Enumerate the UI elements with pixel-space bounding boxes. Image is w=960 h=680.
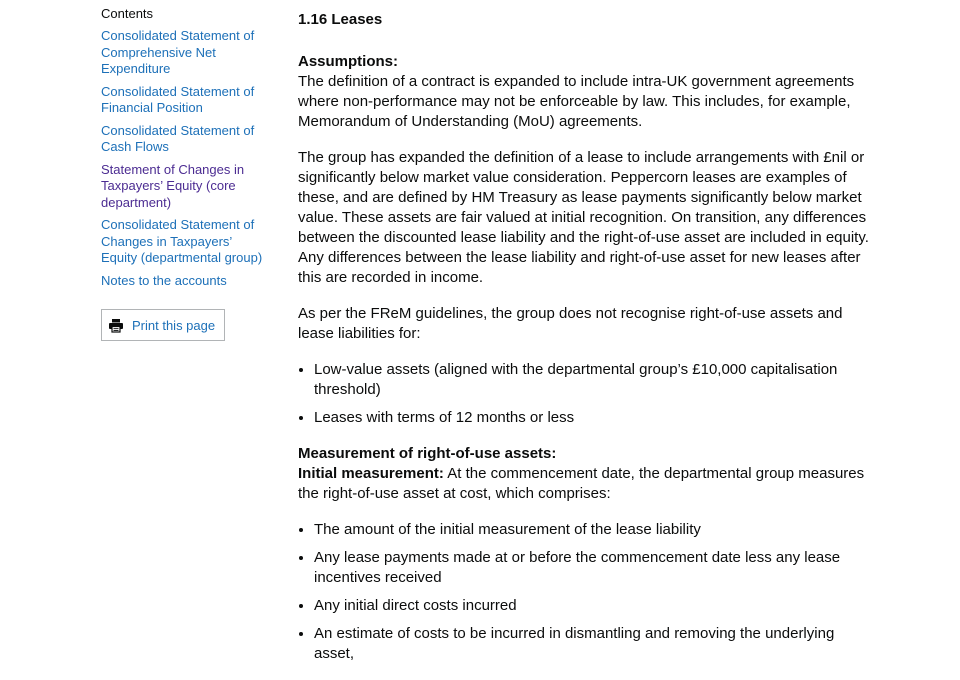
- assumptions-paragraph: The definition of a contract is expanded to include intra-UK government agreements where non-performance may not be enforceable by law. This includes, for example, Memorandum of Understanding (MoU) agreements.: [298, 73, 855, 130]
- list-item: • Leases with terms of 12 months or less: [314, 408, 870, 428]
- toc-link-cash-flows[interactable]: Consolidated Statement of Cash Flows: [101, 122, 255, 154]
- printer-icon: [109, 319, 123, 332]
- list-item: • The amount of the initial measurement of the lease liability: [314, 520, 870, 540]
- list-item: • Low-value assets (aligned with the departmental group’s £10,000 capitalisation threshold): [314, 360, 870, 400]
- cost-components-list: [298, 520, 870, 664]
- section-title: 1.16 Leases: [298, 11, 383, 28]
- toc-link-comprehensive-net-expenditure[interactable]: Consolidated Statement of Comprehensive Net Expenditure: [101, 28, 255, 76]
- toc-item-changes-equity-core: [101, 162, 266, 212]
- exemptions-list: [298, 360, 870, 428]
- contents-heading: Contents: [101, 6, 154, 21]
- measurement-block: [298, 444, 870, 504]
- toc-link-changes-equity-core[interactable]: Statement of Changes in Taxpayers’ Equity (core department): [101, 161, 245, 210]
- print-page-button[interactable]: [101, 309, 225, 341]
- measurement-heading: Measurement of right-of-use assets:: [298, 445, 557, 462]
- list-item: • Any lease payments made at or before the commencement date less any lease incentives received: [314, 548, 870, 588]
- toc-item-changes-equity-group: [101, 217, 266, 267]
- initial-measurement-label: Initial measurement:: [298, 465, 444, 482]
- toc-list: [101, 28, 266, 289]
- assumptions-heading: Assumptions:: [298, 53, 399, 70]
- contents-sidebar: [101, 6, 266, 341]
- main-content: [298, 8, 870, 680]
- toc-item-comprehensive-net-expenditure: [101, 28, 266, 78]
- list-item: • An estimate of costs to be incurred in dismantling and removing the underlying asset,: [314, 624, 870, 664]
- toc-item-financial-position: [101, 84, 266, 117]
- toc-link-financial-position[interactable]: Consolidated Statement of Financial Position: [101, 83, 255, 115]
- list-item: • Any initial direct costs incurred: [314, 596, 870, 616]
- initial-measurement-text: At the commencement date, the departmental group measures the right-of-use asset at cost, which comprises:: [298, 465, 865, 502]
- toc-item-notes: [101, 273, 266, 290]
- print-page-label: Print this page: [132, 317, 216, 333]
- toc-link-notes[interactable]: Notes to the accounts: [101, 272, 227, 288]
- assumptions-block: [298, 52, 870, 132]
- toc-link-changes-equity-group[interactable]: Consolidated Statement of Changes in Taxpayers’ Equity (departmental group): [101, 217, 263, 265]
- peppercorn-paragraph: The group has expanded the definition of a lease to include arrangements with £nil or significantly below market value consideration. Peppercorn leases are examples of these, and are defined by HM Treasury as lease payments significantly below market value. These assets are fair valued at initial recognition. On transition, any differences between the discounted lease liability and the right-of-use asset are included in equity. Any differences between the lease liability and right-of-use asset for new leases after this are recorded in income.: [298, 149, 869, 286]
- frem-paragraph: As per the FReM guidelines, the group does not recognise right-of-use assets and lease liabilities for:: [298, 305, 843, 342]
- toc-item-cash-flows: [101, 123, 266, 156]
